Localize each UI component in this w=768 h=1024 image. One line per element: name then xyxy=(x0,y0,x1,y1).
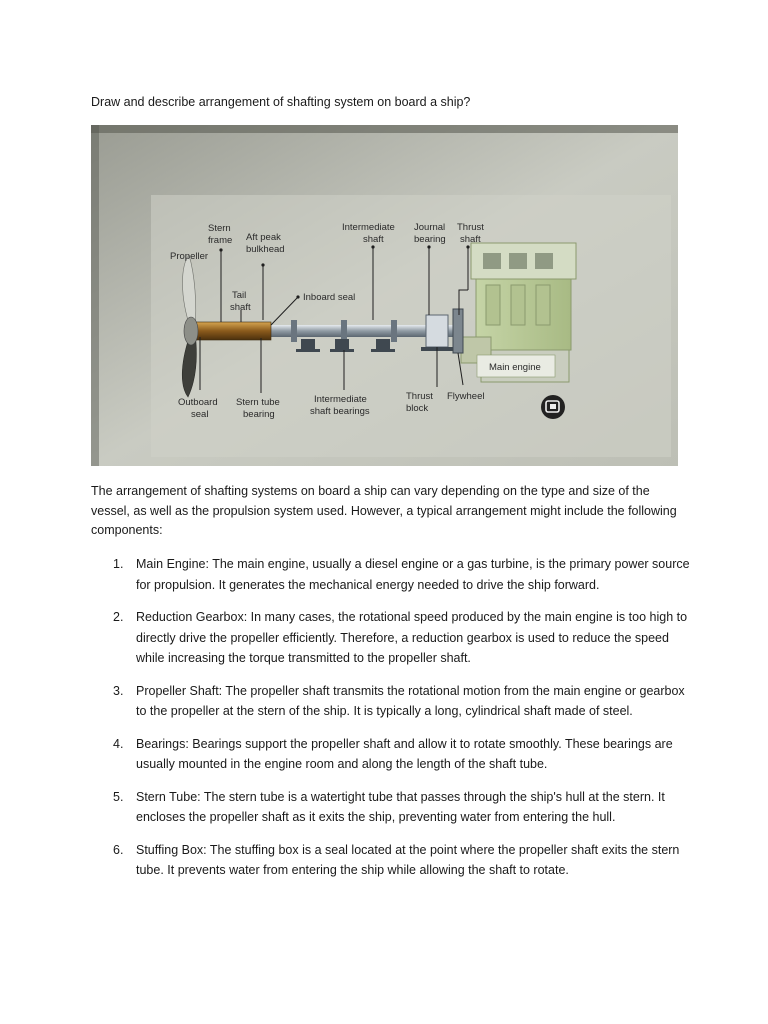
label-stern-frame: Stern xyxy=(208,223,231,234)
list-item-text: Stuffing Box: The stuffing box is a seal located at the point where the propeller shaft exits the stern tube. It prevents water from entering the ship while allowing the shaft to rotate. xyxy=(136,842,680,877)
list-item xyxy=(91,734,691,775)
question-heading: Draw and describe arrangement of shafting system on board a ship? xyxy=(91,95,471,109)
label-propeller: Propeller xyxy=(170,251,209,262)
list-item-text: Main Engine: The main engine, usually a diesel engine or a gas turbine, is the primary power source for propulsion. It generates the mechanical energy needed to drive the ship forward. xyxy=(136,557,690,592)
list-item xyxy=(91,607,691,669)
label-thrust-shaft-2: shaft xyxy=(460,234,481,245)
list-item xyxy=(91,681,691,722)
label-tail-shaft-2: shaft xyxy=(230,302,251,313)
list-item-number: 2. xyxy=(113,610,124,624)
label-outboard-seal: Outboard xyxy=(178,397,218,408)
list-item xyxy=(91,840,691,881)
label-stern-frame-2: frame xyxy=(208,235,233,246)
list-item-number: 1. xyxy=(113,557,124,571)
label-journal-bearing: Journal xyxy=(414,222,446,233)
label-aft-peak: Aft peak xyxy=(246,232,281,243)
publisher-logo-icon xyxy=(541,395,565,419)
label-journal-bearing-2: bearing xyxy=(414,234,446,245)
label-inboard-seal: Inboard seal xyxy=(303,292,356,303)
list-item xyxy=(91,787,691,828)
label-thrust-block: Thrust xyxy=(406,391,433,402)
label-main-engine: Main engine xyxy=(489,362,541,373)
list-item-number: 6. xyxy=(113,842,124,857)
list-item-number: 5. xyxy=(113,789,124,804)
label-thrust-block-2: block xyxy=(406,403,429,414)
label-intermediate-bearings: Intermediate xyxy=(314,394,367,405)
label-intermediate-shaft: Intermediate xyxy=(342,222,395,233)
label-thrust-shaft: Thrust xyxy=(457,222,484,233)
intro-paragraph: The arrangement of shafting systems on board a ship can vary depending on the type and size of the vessel, as well as the propulsion system used. However, a typical arrangement might include the following components: xyxy=(91,484,677,537)
label-aft-peak-2: bulkhead xyxy=(246,244,285,255)
list-item-text: Bearings: Bearings support the propeller shaft and allow it to rotate smoothly. These bearings are usually mounted in the engine room and along the length of the shaft tube. xyxy=(136,736,673,771)
list-item-text: Reduction Gearbox: In many cases, the rotational speed produced by the main engine is too high to directly drive the propeller efficiently. Therefore, a reduction gearbox is used to reduce the speed while increasing the torque transmitted to the propeller shaft. xyxy=(136,610,688,665)
list-item xyxy=(91,554,691,595)
list-item-number: 3. xyxy=(113,683,124,698)
label-outboard-seal-2: seal xyxy=(191,409,209,420)
list-item-text: Propeller Shaft: The propeller shaft transmits the rotational motion from the main engine or gearbox to the propeller at the stern of the ship. It is typically a long, cylindrical shaft made of steel. xyxy=(136,683,685,718)
label-intermediate-shaft-2: shaft xyxy=(363,234,384,245)
label-intermediate-bearings-2: shaft bearings xyxy=(310,406,370,417)
label-stern-tube-bearing: Stern tube xyxy=(236,397,280,408)
components-list xyxy=(91,554,691,893)
shafting-diagram-photo xyxy=(91,125,678,466)
list-item-number: 4. xyxy=(113,736,124,751)
label-flywheel: Flywheel xyxy=(447,391,485,402)
list-item-text: Stern Tube: The stern tube is a watertight tube that passes through the ship's hull at the stern. It encloses the propeller shaft as it exits the ship, preventing water from entering the hull. xyxy=(136,789,665,824)
label-tail-shaft: Tail xyxy=(232,290,247,301)
label-stern-tube-bearing-2: bearing xyxy=(243,409,275,420)
